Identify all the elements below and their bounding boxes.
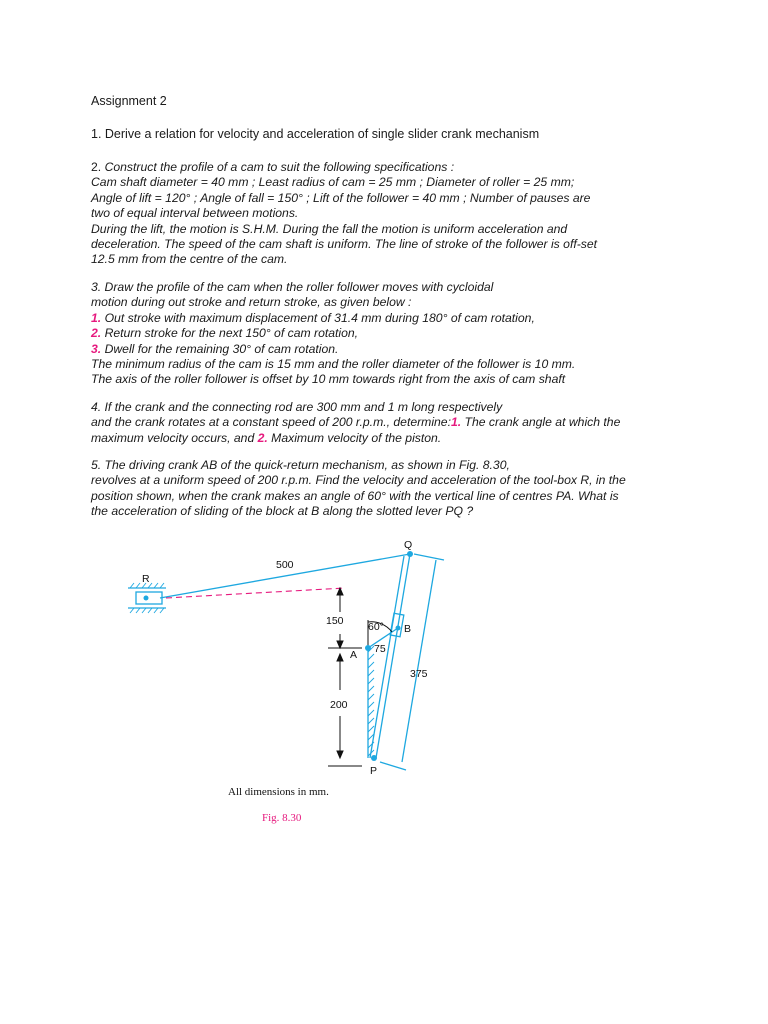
dim-arrow bbox=[337, 654, 343, 661]
label-r: R bbox=[142, 573, 150, 585]
quick-return-mechanism-figure bbox=[0, 530, 768, 830]
question-2-number: 2. bbox=[91, 160, 102, 174]
dim-arrow bbox=[337, 641, 343, 648]
question-5-line: the acceleration of sliding of the block at B along the slotted lever PQ ? bbox=[91, 504, 474, 519]
question-3-outro: The axis of the roller follower is offset by 10 mm towards right from the axis of cam shaft bbox=[91, 372, 566, 387]
dim-arrow bbox=[337, 588, 343, 595]
item-text: Dwell for the remaining 30° of cam rotation. bbox=[104, 341, 339, 356]
item-number: 1. bbox=[91, 310, 102, 325]
tool-box-r bbox=[136, 592, 162, 604]
question-3 bbox=[91, 280, 575, 388]
question-1: 1. Derive a relation for velocity and acceleration of single slider crank mechanism bbox=[91, 127, 540, 141]
question-3-outro: The minimum radius of the cam is 15 mm and the roller diameter of the follower is 10 mm. bbox=[91, 357, 576, 372]
label-75: 75 bbox=[374, 643, 386, 655]
label-375: 375 bbox=[410, 668, 428, 680]
item-number: 2. bbox=[91, 326, 102, 341]
question-2-line: Angle of lift = 120° ; Angle of fall = 150° ; Lift of the follower = 40 mm ; Number of pauses are bbox=[91, 190, 591, 205]
label-b: B bbox=[404, 623, 412, 635]
question-5 bbox=[91, 458, 626, 520]
point-b bbox=[396, 626, 401, 631]
question-3-item bbox=[91, 311, 575, 326]
figure-caption: All dimensions in mm. bbox=[228, 786, 329, 798]
label-500: 500 bbox=[276, 559, 294, 571]
question-4-text: maximum velocity occurs, and bbox=[91, 430, 258, 445]
label-150: 150 bbox=[326, 615, 344, 627]
question-4-text: Maximum velocity of the piston. bbox=[267, 430, 442, 445]
question-3-item bbox=[91, 326, 575, 341]
question-4 bbox=[91, 400, 620, 446]
question-2-line: During the lift, the motion is S.H.M. During the fall the motion is uniform acceleration and bbox=[91, 221, 568, 236]
question-3-intro: 3. Draw the profile of the cam when the roller follower moves with cycloidal bbox=[91, 280, 494, 294]
label-60-degrees: 60° bbox=[368, 621, 384, 633]
dim-375-line bbox=[402, 560, 436, 762]
figure-label: Fig. 8.30 bbox=[262, 812, 302, 824]
question-3-item bbox=[91, 342, 575, 357]
slotted-lever-edge bbox=[370, 556, 404, 758]
question-5-line: position shown, when the crank makes an angle of 60° with the vertical line of centres PA. What is bbox=[91, 488, 619, 503]
assignment-title: Assignment 2 bbox=[91, 94, 167, 108]
question-2-line: Construct the profile of a cam to suit the following specifications : bbox=[104, 160, 455, 174]
dim-arrow bbox=[337, 751, 343, 758]
point-r bbox=[144, 596, 149, 601]
item-number: 2. bbox=[257, 430, 268, 445]
point-q bbox=[407, 551, 413, 557]
question-5-line: revolves at a uniform speed of 200 r.p.m. Find the velocity and acceleration of the tool-box R, in the bbox=[91, 473, 626, 488]
point-p bbox=[371, 755, 377, 761]
question-2-line: Cam shaft diameter = 40 mm ; Least radius of cam = 25 mm ; Diameter of roller = 25 mm; bbox=[91, 175, 575, 190]
question-2-line: two of equal interval between motions. bbox=[91, 206, 299, 221]
item-text: Return stroke for the next 150° of cam rotation, bbox=[104, 326, 359, 341]
question-2-line: deceleration. The speed of the cam shaft is uniform. The line of stroke of the follower is off-set bbox=[91, 237, 598, 252]
item-number: 1. bbox=[450, 415, 462, 430]
item-number: 3. bbox=[91, 341, 102, 356]
question-2 bbox=[91, 160, 597, 268]
question-5-line: 5. The driving crank AB of the quick-return mechanism, as shown in Fig. 8.30, bbox=[91, 458, 510, 472]
slotted-lever-pq bbox=[376, 554, 410, 758]
point-a bbox=[365, 645, 371, 651]
dim-375-ext-top bbox=[414, 554, 444, 560]
label-q: Q bbox=[404, 539, 413, 551]
question-4-line: 4. If the crank and the connecting rod are 300 mm and 1 m long respectively bbox=[91, 400, 503, 414]
item-text: Out stroke with maximum displacement of 31.4 mm during 180° of cam rotation, bbox=[104, 310, 535, 325]
question-3-intro: motion during out stroke and return stroke, as given below : bbox=[91, 295, 412, 310]
question-4-text: The crank angle at which the bbox=[461, 415, 621, 430]
dim-375-ext-bottom bbox=[380, 762, 406, 770]
label-p: P bbox=[370, 765, 378, 777]
question-4-text: and the crank rotates at a constant speed of 200 r.p.m., determine: bbox=[91, 415, 451, 430]
question-2-line: 12.5 mm from the centre of the cam. bbox=[91, 252, 288, 267]
label-200: 200 bbox=[330, 699, 348, 711]
label-a: A bbox=[350, 649, 358, 661]
line-of-stroke bbox=[166, 588, 345, 598]
